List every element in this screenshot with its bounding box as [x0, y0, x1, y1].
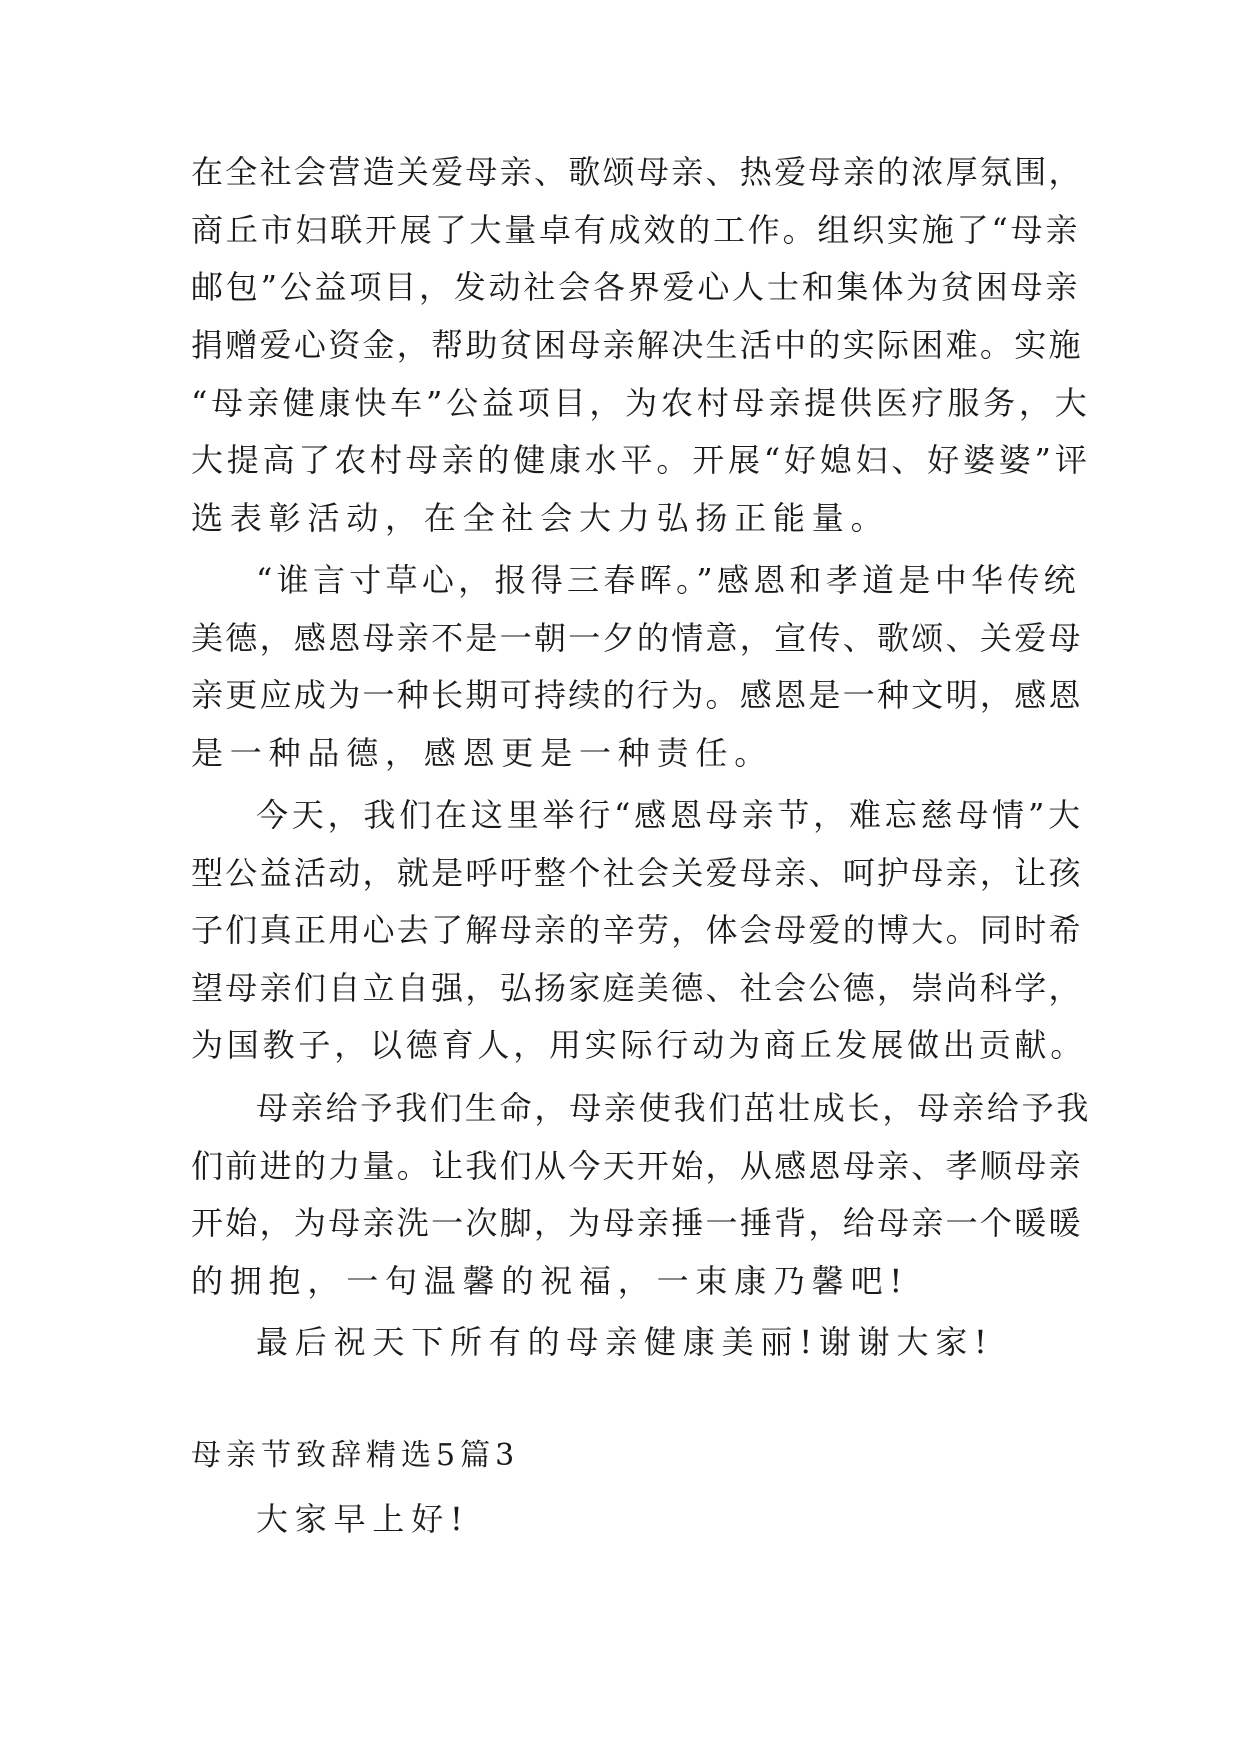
paragraph-line: 最后祝天下所有的母亲健康美丽!谢谢大家!: [256, 1323, 994, 1361]
paragraph-line: 为国教子，以德育人，用实际行动为商丘发展做出贡献。: [191, 1026, 1087, 1064]
paragraph-line: “谁言寸草心，报得三春晖。”感恩和孝道是中华传统: [256, 561, 1080, 599]
greeting-line: 大家早上好!: [256, 1500, 470, 1538]
paragraph-line: 今天，我们在这里举行“感恩母亲节，难忘慈母情”大: [256, 796, 1084, 834]
paragraph-line: 邮包”公益项目，发动社会各界爱心人士和集体为贫困母亲: [191, 268, 1081, 306]
paragraph-line: 商丘市妇联开展了大量卓有成效的工作。组织实施了“母亲: [191, 211, 1081, 249]
paragraph-line: 望母亲们自立自强，弘扬家庭美德、社会公德，崇尚科学，: [191, 969, 1083, 1007]
paragraph-line: 在全社会营造关爱母亲、歌颂母亲、热爱母亲的浓厚氛围，: [191, 153, 1083, 191]
paragraph-line: 捐赠爱心资金，帮助贫困母亲解决生活中的实际困难。实施: [191, 326, 1083, 364]
paragraph-line: “母亲健康快车”公益项目，为农村母亲提供医疗服务，大: [191, 384, 1091, 422]
paragraph-line: 选表彰活动，在全社会大力弘扬正能量。: [191, 499, 890, 537]
paragraph-line: 是一种品德，感恩更是一种责任。: [191, 734, 774, 772]
paragraph-line: 型公益活动，就是呼吁整个社会关爱母亲、呵护母亲，让孩: [191, 854, 1083, 892]
paragraph-line: 子们真正用心去了解母亲的辛劳，体会母爱的博大。同时希: [191, 911, 1083, 949]
paragraph-line: 的拥抱，一句温馨的祝福，一束康乃馨吧!: [191, 1262, 910, 1300]
paragraph-line: 开始，为母亲洗一次脚，为母亲捶一捶背，给母亲一个暖暖: [191, 1204, 1083, 1242]
paragraph-line: 大提高了农村母亲的健康水平。开展“好媳妇、好婆婆”评: [191, 441, 1091, 479]
paragraph-line: 亲更应成为一种长期可持续的行为。感恩是一种文明，感恩: [191, 676, 1083, 714]
paragraph-line: 们前进的力量。让我们从今天开始，从感恩母亲、孝顺母亲: [191, 1147, 1083, 1185]
paragraph-line: 美德，感恩母亲不是一朝一夕的情意，宣传、歌颂、关爱母: [191, 619, 1083, 657]
section-heading: 母亲节致辞精选5篇3: [191, 1438, 520, 1473]
paragraph-line: 母亲给予我们生命，母亲使我们茁壮成长，母亲给予我: [256, 1089, 1092, 1127]
